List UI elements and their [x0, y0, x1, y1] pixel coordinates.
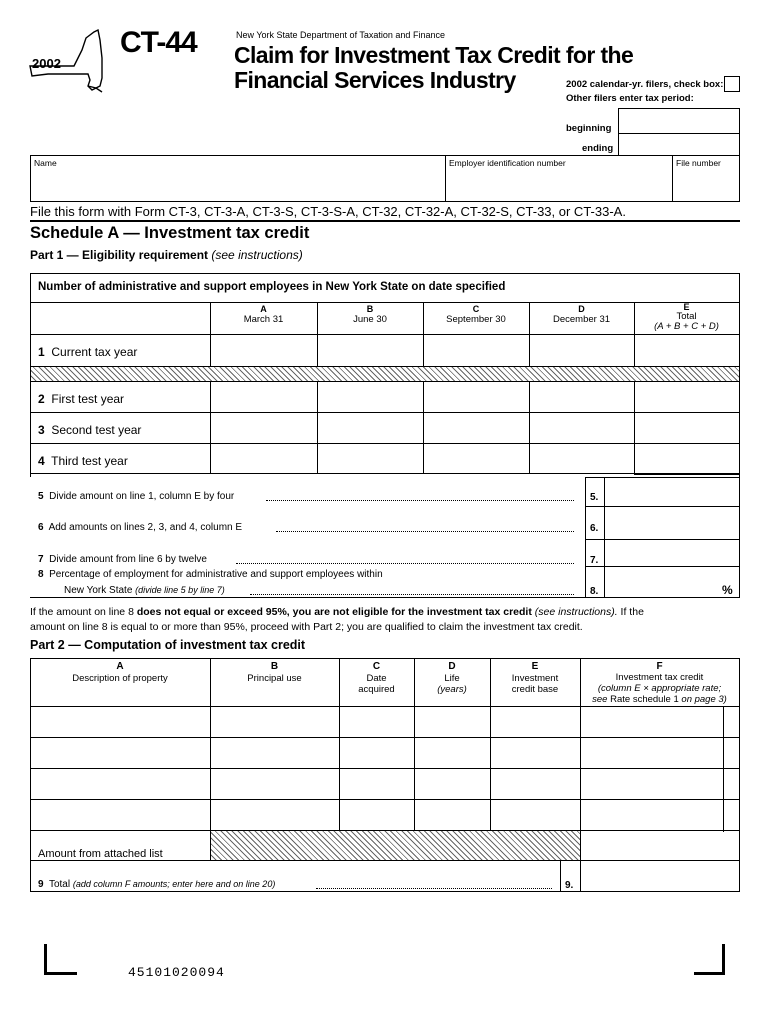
row-3-num: 3: [38, 423, 45, 437]
p2-col-e-label: Investment: [511, 673, 559, 684]
line-6-text: Add amounts on lines 2, 3, and 4, column E: [48, 522, 243, 533]
col-d-letter: D: [578, 304, 585, 314]
line-9-label: Total: [48, 879, 71, 890]
p2-col-f-see: see: [592, 694, 608, 705]
ending-label: ending: [582, 143, 614, 154]
eligibility-note-part2: If the: [617, 606, 644, 618]
p2-row1-description[interactable]: [34, 712, 206, 732]
percent-sign: %: [722, 583, 733, 597]
p2-row3-description[interactable]: [34, 774, 206, 794]
line-6-amount[interactable]: [608, 512, 736, 534]
line-8-percentage[interactable]: [608, 571, 718, 593]
p2-col-f-page: on page 3): [681, 694, 727, 705]
p2-row4-description[interactable]: [34, 805, 206, 825]
line-5-text: Divide amount on line 1, column E by four: [49, 491, 235, 502]
row-1-text: Current tax year: [51, 345, 138, 359]
line-8: [38, 569, 383, 580]
col-e-label: Total: [676, 311, 697, 322]
name-field[interactable]: [34, 172, 439, 196]
line-9-num: 9: [38, 879, 44, 890]
col-e-sub: (A + B + C + D): [654, 321, 719, 332]
row-2-num: 2: [38, 392, 45, 406]
calendar-filers-label: 2002 calendar-yr. filers, check box:: [566, 79, 724, 90]
period-beginning-field[interactable]: [622, 112, 738, 132]
eligibility-note-italic: (see instructions).: [531, 606, 618, 618]
p2-col-f-label: Investment tax credit: [615, 672, 704, 683]
col-b-letter: B: [366, 304, 374, 314]
beginning-label: beginning: [566, 123, 612, 134]
form-title-line1: Claim for Investment Tax Credit for the: [234, 42, 634, 68]
form-number: CT-44: [120, 26, 197, 59]
line-9-box-label: 9.: [565, 880, 574, 891]
line-8-note: (divide line 5 by line 7): [135, 585, 225, 595]
file-with-instruction: File this form with Form CT-3, CT-3-A, CT-3-S, CT-3-S-A, CT-32, CT-32-A, CT-32-S, CT-33, or CT-33-A.: [30, 204, 626, 219]
corner-mark-left: [44, 944, 77, 975]
row-1-label: [38, 345, 137, 359]
part1-title: [30, 248, 303, 262]
attached-list-label: Amount from attached list: [38, 848, 163, 860]
line-8-cont: [64, 585, 225, 596]
line-7-amount[interactable]: [608, 543, 736, 563]
line-5-amount[interactable]: [608, 482, 736, 502]
eligibility-note-part1: If the amount on line 8: [30, 606, 137, 618]
p2-col-b-label: Principal use: [247, 673, 302, 684]
col-a-letter: A: [260, 304, 267, 314]
col-a-label: March 31: [243, 314, 284, 325]
line-7: [38, 554, 207, 565]
line-7-num: 7: [38, 554, 44, 565]
line-8-text: Percentage of employment for administrative and support employees within: [49, 569, 383, 580]
barcode-number: 45101020094: [128, 965, 225, 980]
row-4-num: 4: [38, 454, 45, 468]
line-6: [38, 522, 242, 533]
p2-col-e-label2: credit base: [511, 684, 559, 695]
line-6-box-label: 6.: [590, 523, 599, 534]
schedule-a-title: Schedule A — Investment tax credit: [30, 224, 310, 242]
p2-col-f-label2: (column E × appropriate rate;: [597, 683, 722, 694]
p2-col-c-label: Date: [366, 673, 387, 684]
row-2-label: [38, 392, 124, 406]
ein-label: Employer identification number: [449, 158, 566, 168]
p2-col-a-letter: A: [116, 661, 124, 672]
p2-col-b-letter: B: [270, 661, 279, 672]
row-1-num: 1: [38, 345, 45, 359]
eligibility-note-bold: does not equal or exceed 95%, you are not eligible for the investment tax credit: [136, 606, 532, 618]
file-number-label: File number: [676, 158, 721, 168]
line-9-total[interactable]: [584, 865, 736, 887]
file-number-field[interactable]: [676, 172, 736, 196]
col-c-letter: C: [472, 304, 480, 314]
part2-title: Part 2 — Computation of investment tax credit: [30, 638, 306, 652]
p2-col-d-letter: D: [448, 661, 456, 672]
line-7-box-label: 7.: [590, 555, 599, 566]
other-filers-label: Other filers enter tax period:: [566, 93, 694, 104]
p2-col-d-label2: (years): [437, 684, 467, 695]
eligibility-note-line1: [30, 606, 644, 618]
col-e-letter: E: [683, 302, 690, 312]
line-8-box-label: 8.: [590, 586, 599, 597]
ein-field[interactable]: [449, 172, 667, 196]
col-d-label: December 31: [552, 314, 611, 325]
p2-col-f-letter: F: [656, 661, 663, 672]
line-6-num: 6: [38, 522, 44, 533]
p2-col-d-label: Life: [444, 673, 460, 684]
line-5: [38, 491, 234, 502]
col-b-label: June 30: [353, 314, 387, 325]
col-c-label: September 30: [446, 314, 506, 325]
attached-list-shading: [211, 831, 580, 860]
shaded-separator: [31, 367, 739, 381]
form-title-line2: Financial Services Industry: [234, 67, 516, 93]
line-5-num: 5: [38, 491, 44, 502]
corner-mark-right: [694, 944, 725, 975]
p2-col-c-label2: acquired: [358, 684, 395, 695]
p2-col-f-rate: Rate schedule 1: [607, 694, 682, 705]
eligibility-note-line2: amount on line 8 is equal to or more than 95%, proceed with Part 2; you are qualified to claim the investment tax credit.: [30, 621, 583, 633]
row-3-text: Second test year: [51, 423, 142, 437]
part1-note: (see instructions): [211, 248, 303, 262]
line-9: [38, 879, 275, 890]
period-ending-field[interactable]: [622, 134, 738, 154]
p2-col-c-letter: C: [372, 661, 381, 672]
form-year: 2002: [32, 56, 61, 71]
part1-table-heading: Number of administrative and support employees in New York State on date specified: [38, 281, 506, 293]
line-9-note: (add column F amounts; enter here and on line 20): [72, 879, 276, 889]
calendar-year-checkbox[interactable]: [724, 76, 740, 92]
row-2-text: First test year: [51, 392, 125, 406]
line-8-cont-text: New York State: [64, 585, 133, 596]
line-7-text: Divide amount from line 6 by twelve: [49, 554, 207, 565]
line-8-num: 8: [38, 569, 44, 580]
p2-row2-description[interactable]: [34, 743, 206, 763]
name-label: Name: [34, 158, 57, 168]
p2-col-a-label: Description of property: [72, 673, 168, 684]
row-4-text: Third test year: [51, 454, 128, 468]
p2-col-e-letter: E: [531, 661, 539, 672]
part1-title-text: Part 1 — Eligibility requirement: [30, 248, 209, 262]
attached-list-amount[interactable]: [584, 835, 736, 857]
row-4-label: [38, 454, 128, 468]
line-5-box-label: 5.: [590, 492, 599, 503]
p2-col-f-label3: [580, 694, 739, 705]
agency-name: New York State Department of Taxation and Finance: [236, 30, 445, 40]
row-3-label: [38, 423, 141, 437]
